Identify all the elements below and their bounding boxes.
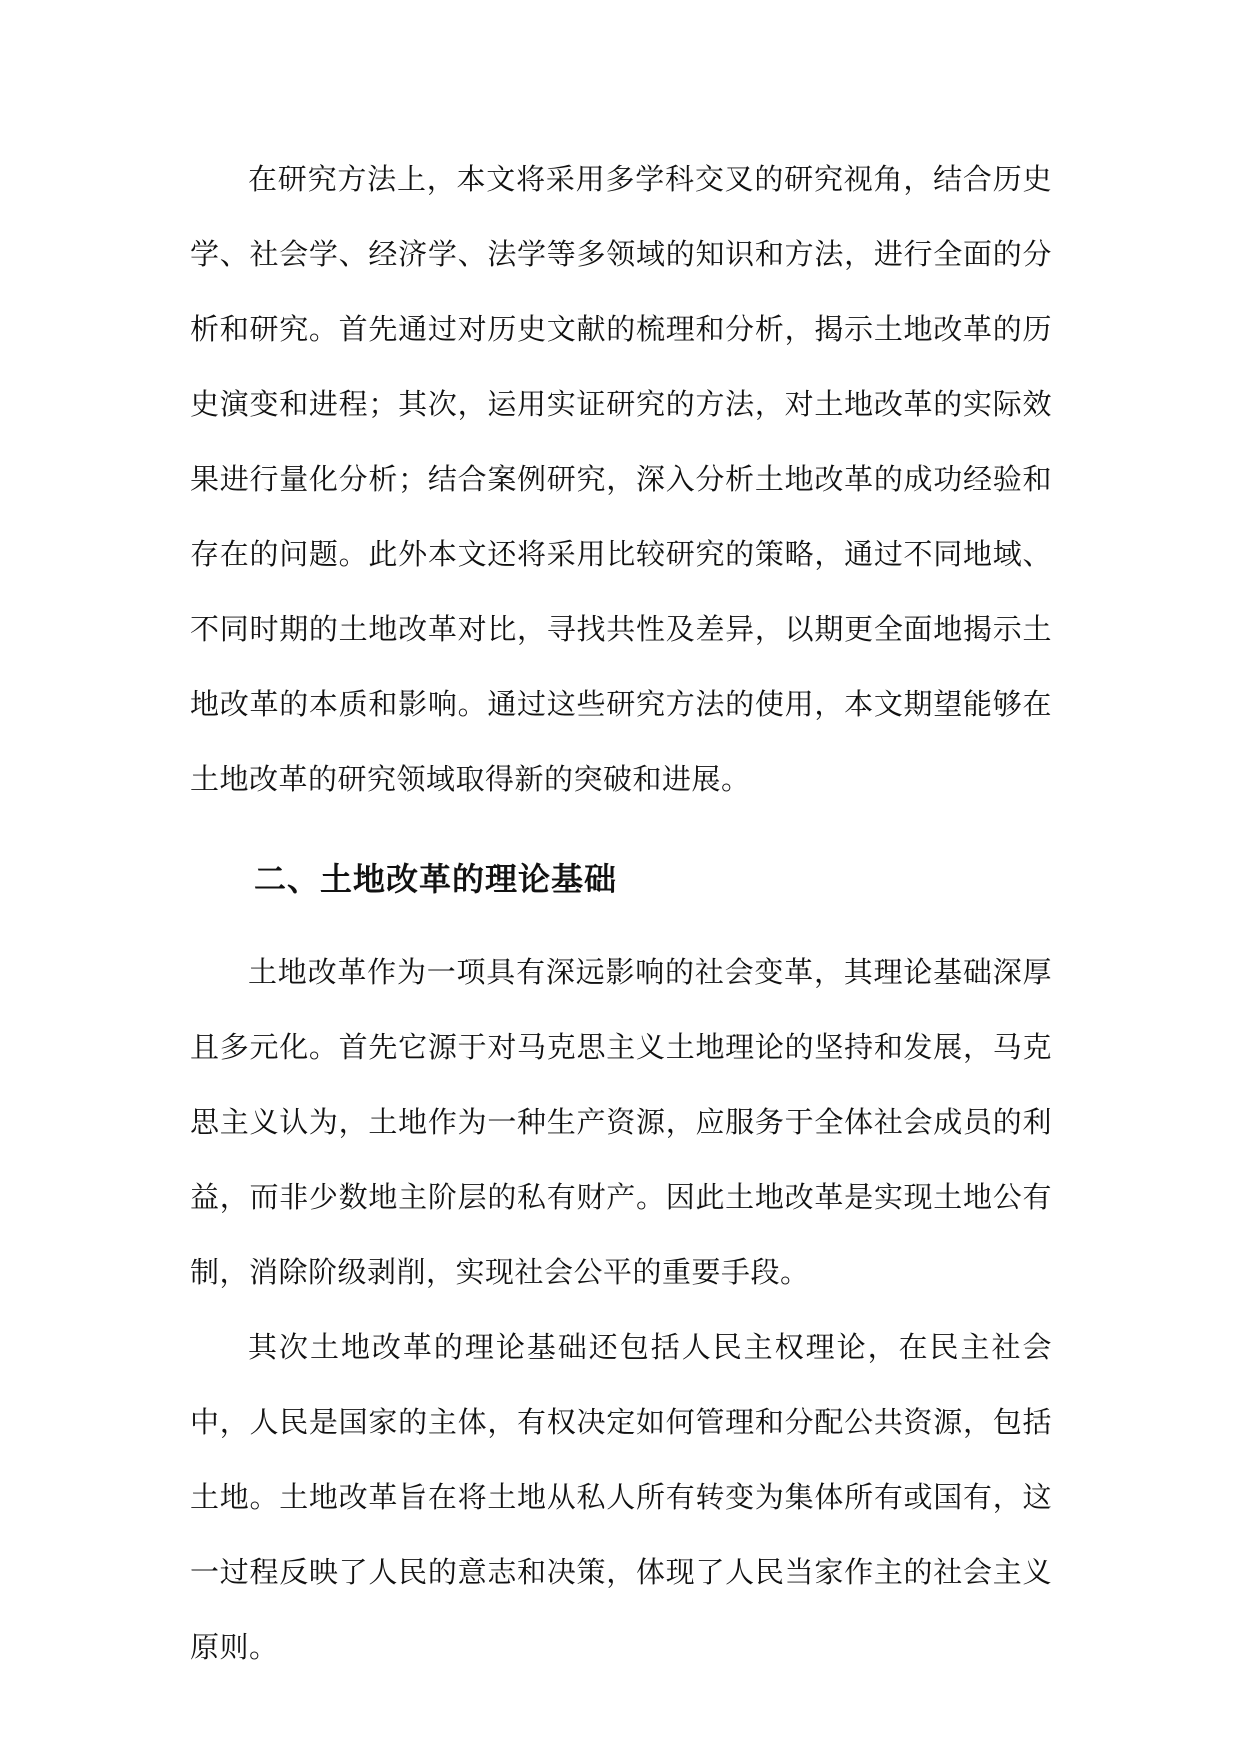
paragraph-research-methods: 在研究方法上，本文将采用多学科交叉的研究视角，结合历史学、社会学、经济学、法学等多领域的知识和方法，进行全面的分析和研究。首先通过对历史文献的梳理和分析，揭示土地改革的历史演变和进程；其次，运用实证研究的方法，对土地改革的实际效果进行量化分析；结合案例研究，深入分析土地改革的成功经验和存在的问题。此外本文还将采用比较研究的策略，通过不同地域、不同时期的土地改革对比，寻找共性及差异，以期更全面地揭示土地改革的本质和影响。通过这些研究方法的使用，本文期望能够在土地改革的研究领域取得新的突破和进展。 <box>190 162 1052 796</box>
paragraph-marxist-theory: 土地改革作为一项具有深远影响的社会变革，其理论基础深厚且多元化。首先它源于对马克思主义土地理论的坚持和发展，马克思主义认为，土地作为一种生产资源，应服务于全体社会成员的利益，而非少数地主阶层的私有财产。因此土地改革是实现土地公有制，消除阶级剥削，实现社会公平的重要手段。 <box>190 955 1052 1289</box>
document-body <box>190 142 1052 1685</box>
paragraph-popular-sovereignty: 其次土地改革的理论基础还包括人民主权理论，在民主社会中，人民是国家的主体，有权决定如何管理和分配公共资源，包括土地。土地改革旨在将土地从私人所有转变为集体所有或国有，这一过程反映了人民的意志和决策，体现了人民当家作主的社会主义原则。 <box>190 1330 1052 1664</box>
section-heading: 二、土地改革的理论基础 <box>254 860 618 898</box>
